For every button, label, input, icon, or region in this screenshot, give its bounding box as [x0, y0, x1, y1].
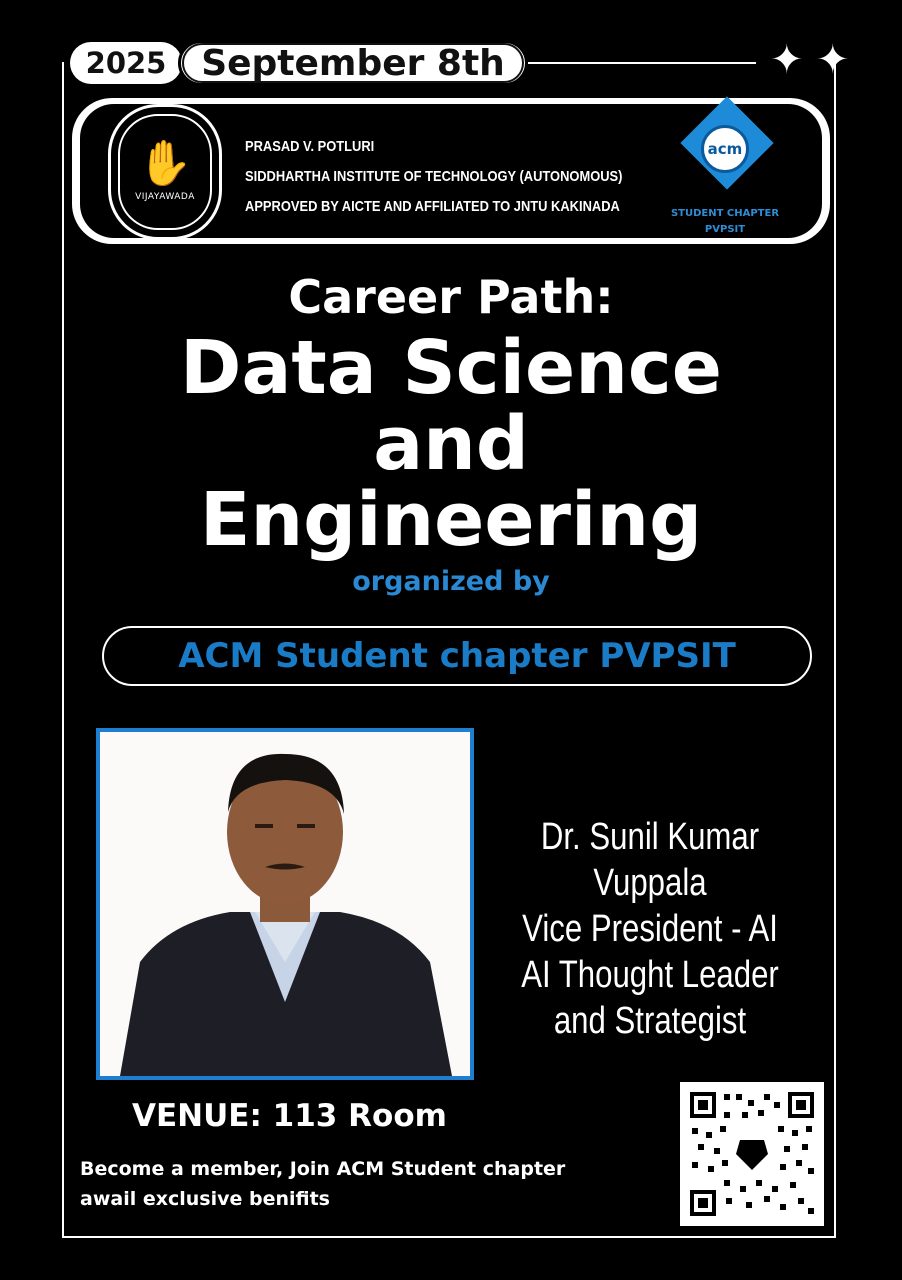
organizer-badge: ACM Student chapter PVPSIT: [102, 626, 812, 686]
sparkle-icon: ✦: [770, 37, 804, 83]
speaker-role-3: and Strategist: [553, 1000, 747, 1042]
sparkle-icon: ✦: [816, 37, 850, 83]
year-badge: 2025: [70, 42, 182, 84]
speaker-details: [502, 814, 797, 1044]
date-text: September 8th: [182, 43, 524, 83]
seal-city: VIJAYAWADA: [135, 192, 195, 202]
speaker-role-2: AI Thought Leader: [521, 954, 779, 996]
event-title-line-3: Engineering: [199, 477, 703, 563]
acm-chapter-label: STUDENT CHAPTER PVPSIT: [670, 208, 780, 235]
event-title: [0, 325, 902, 563]
institution-line-1: PRASAD V. POTLURI: [245, 138, 375, 155]
institution-line-3: APPROVED BY AICTE AND AFFILIATED TO JNTU KAKINADA: [245, 198, 620, 215]
event-title-line-2: and: [373, 401, 529, 487]
event-title-prefix: Career Path:: [288, 270, 614, 324]
organized-by-label: organized by: [352, 566, 550, 597]
date-badge: [178, 40, 528, 86]
speaker-name: Dr. Sunil Kumar Vuppala: [540, 816, 760, 904]
acm-logo-text: acm: [701, 125, 749, 173]
qr-code[interactable]: [680, 1082, 824, 1226]
event-title-line-1: Data Science: [180, 325, 722, 411]
membership-text: Become a member, Join ACM Student chapter awail exclusive benifits: [80, 1158, 566, 1210]
institution-line-2: SIDDHARTHA INSTITUTE OF TECHNOLOGY (AUTONOMOUS): [245, 168, 623, 185]
hand-icon: ✋: [137, 138, 193, 189]
speaker-role-1: Vice President - AI: [522, 908, 778, 950]
speaker-photo: [96, 728, 474, 1080]
institution-name: [245, 132, 622, 222]
top-divider: [528, 62, 756, 64]
institute-seal-logo: [108, 104, 222, 240]
venue-text: VENUE: 113 Room: [132, 1098, 447, 1134]
